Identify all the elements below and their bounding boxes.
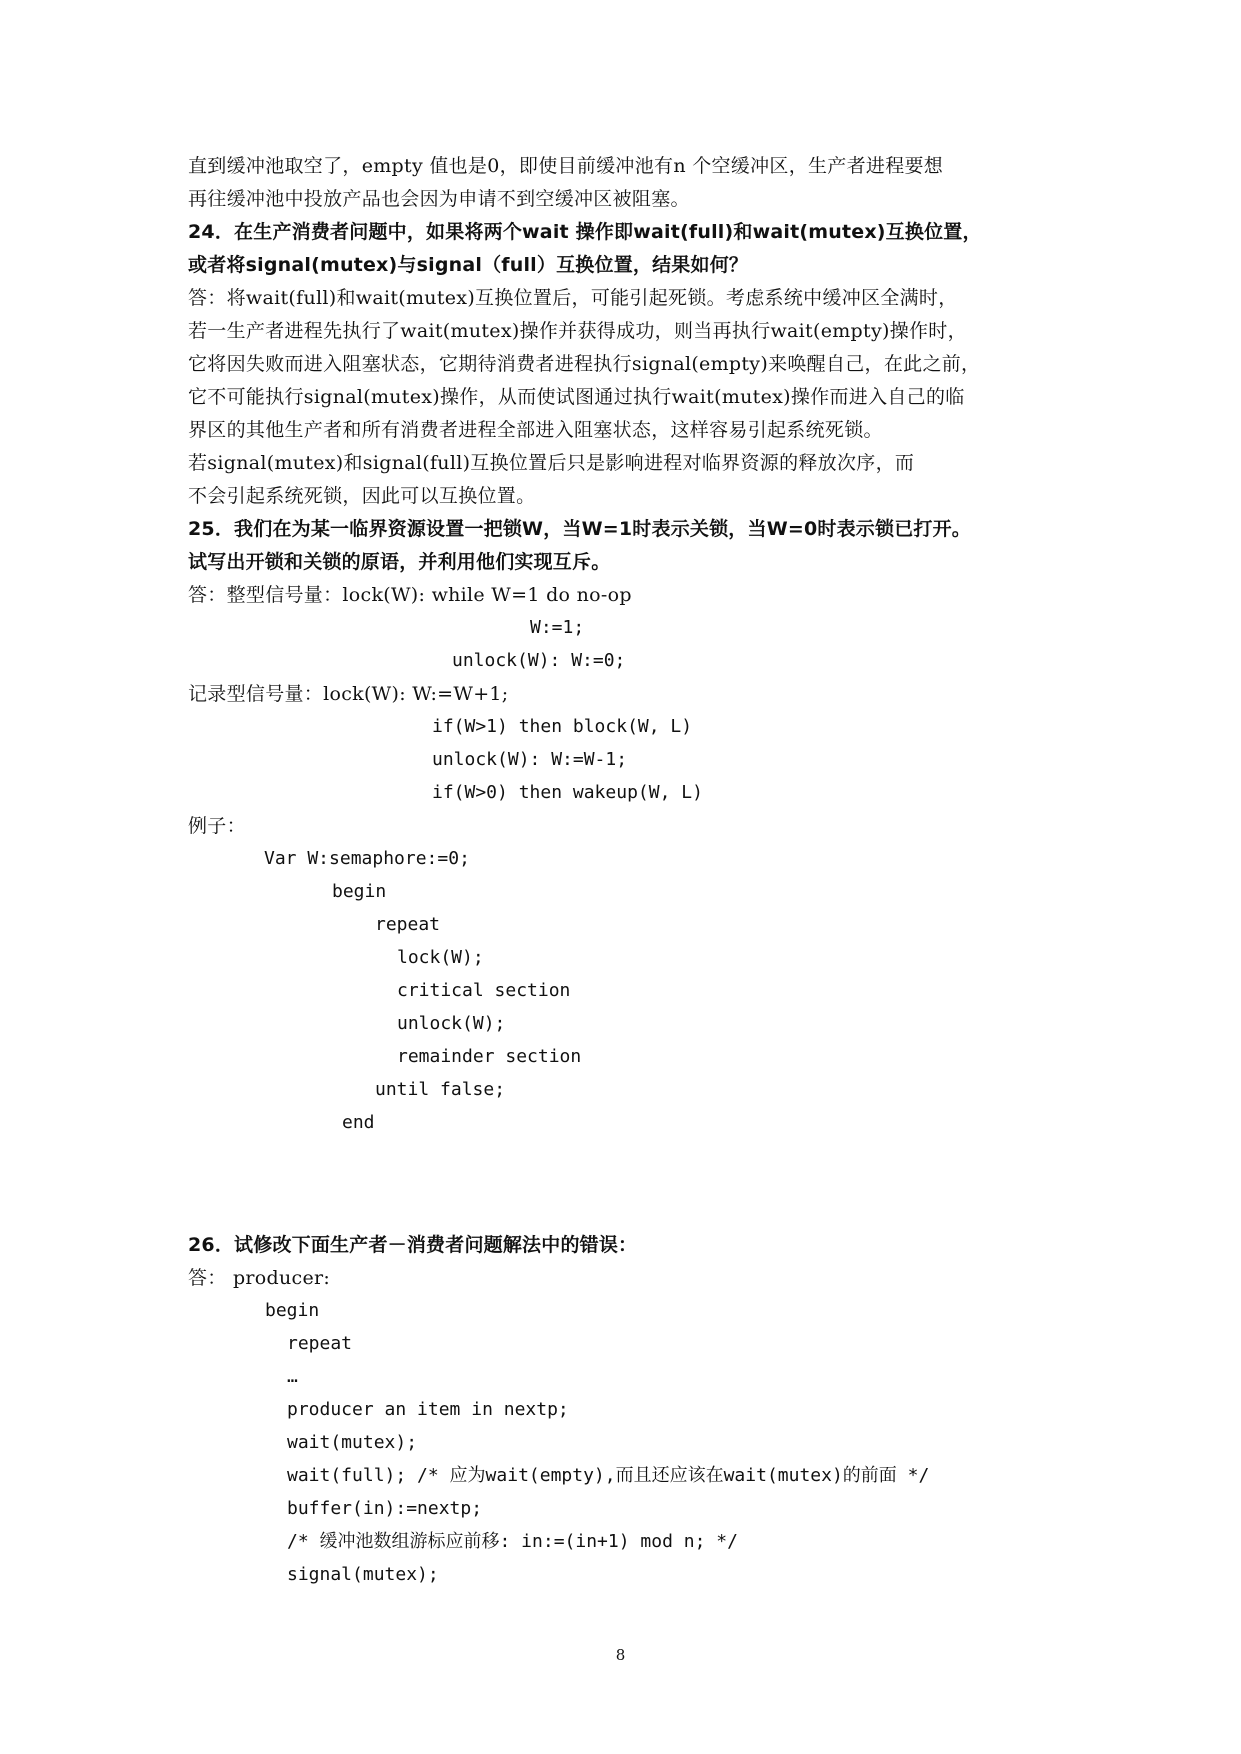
code-line: buffer(in):=nextp; [287, 1498, 483, 1519]
code-line: remainder section [397, 1046, 582, 1067]
code-line: wait(mutex); [287, 1432, 418, 1453]
code-line: end [342, 1112, 375, 1133]
question-24-heading: 或者将signal(mutex)与signal（full）互换位置，结果如何？ [188, 254, 749, 276]
answer-line: 若signal(mutex)和signal(full)互换位置后只是影响进程对临界资源的释放次序，而 [188, 452, 915, 474]
answer-line: 记录型信号量：lock(W): W:=W+1; [188, 683, 509, 705]
answer-line: 不会引起系统死锁，因此可以互换位置。 [188, 485, 536, 507]
answer-line: 若一生产者进程先执行了wait(mutex)操作并获得成功，则当再执行wait(empty)操作时， [188, 320, 967, 342]
paragraph-line: 直到缓冲池取空了，empty 值也是0，即使目前缓冲池有n 个空缓冲区，生产者进程要想 [188, 155, 944, 177]
question-25-heading: 25．我们在为某一临界资源设置一把锁W，当W=1时表示关锁，当W=0时表示锁已打开。 [188, 518, 971, 540]
example-label: 例子： [188, 815, 246, 837]
question-25-heading: 试写出开锁和关锁的原语，并利用他们实现互斥。 [188, 551, 611, 573]
code-line: repeat [287, 1333, 353, 1354]
code-line: signal(mutex); [287, 1564, 439, 1585]
code-line: repeat [375, 914, 441, 935]
question-24-heading: 24．在生产消费者问题中，如果将两个wait 操作即wait(full)和wait(mutex)互换位置， [188, 221, 982, 243]
code-line: until false; [375, 1079, 506, 1100]
code-line: begin [265, 1300, 320, 1321]
code-line: unlock(W); [397, 1013, 506, 1034]
code-line: producer an item in nextp; [287, 1399, 569, 1420]
code-line: begin [332, 881, 387, 902]
code-line: … [287, 1366, 298, 1387]
code-line: lock(W); [397, 947, 484, 968]
answer-line: 答：将wait(full)和wait(mutex)互换位置后，可能引起死锁。考虑系统中缓冲区全满时， [188, 287, 958, 309]
code-line: if(W>0) then wakeup(W, L) [432, 782, 703, 803]
answer-line: 它不可能执行signal(mutex)操作，从而使试图通过执行wait(mutex)操作而进入自己的临 [188, 386, 965, 408]
code-line: /* 缓冲池数组游标应前移: in:=(in+1) mod n; */ [287, 1531, 738, 1552]
answer-line: 它将因失败而进入阻塞状态，它期待消费者进程执行signal(empty)来唤醒自己，在此之前， [188, 353, 981, 375]
code-line: W:=1; [530, 617, 585, 638]
page-number: 8 [615, 1646, 626, 1664]
paragraph-line: 再往缓冲池中投放产品也会因为申请不到空缓冲区被阻塞。 [188, 188, 690, 210]
code-line: wait(full); /* 应为wait(empty),而且还应该在wait(mutex)的前面 */ [287, 1465, 930, 1486]
code-line: critical section [397, 980, 571, 1001]
code-line: Var W:semaphore:=0; [264, 848, 470, 869]
question-26-heading: 26．试修改下面生产者－消费者问题解法中的错误： [188, 1234, 638, 1256]
code-line: if(W>1) then block(W, L) [432, 716, 693, 737]
code-line: unlock(W): W:=W-1; [432, 749, 628, 770]
answer-line: 界区的其他生产者和所有消费者进程全部进入阻塞状态，这样容易引起系统死锁。 [188, 419, 883, 441]
code-line: unlock(W): W:=0; [452, 650, 626, 671]
answer-line: 答： producer: [188, 1267, 331, 1289]
answer-line: 答：整型信号量：lock(W): while W=1 do no-op [188, 584, 632, 606]
